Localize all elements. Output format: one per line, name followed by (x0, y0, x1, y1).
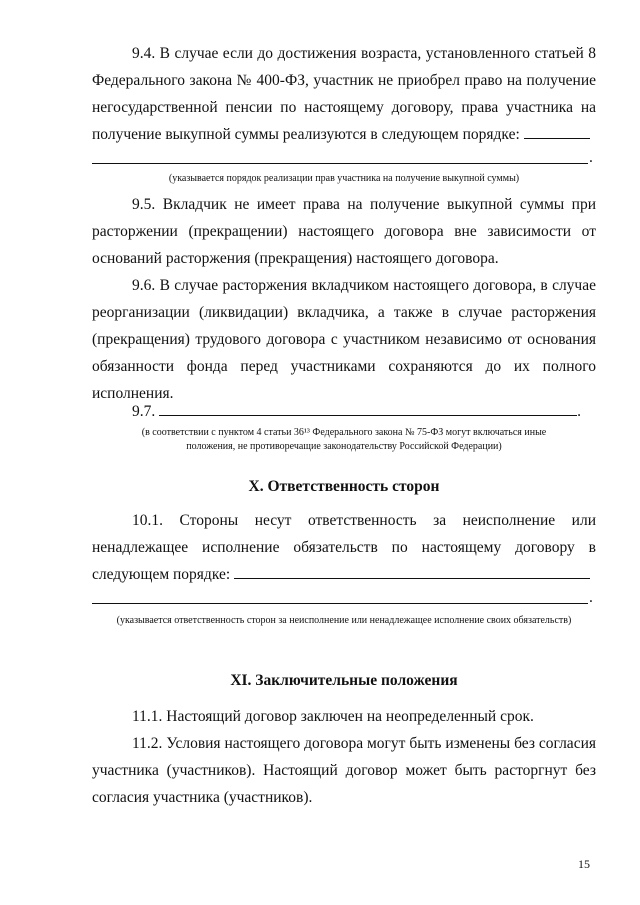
clause-10-1-line-3: следующем порядке: (92, 561, 596, 588)
clause-9-6-line-2: реорганизации (ликвидации) вкладчика, а также в случае расторжения (92, 304, 596, 321)
clause-9-4-line-3: негосударственной пенсии по настоящему договору, права участника на (92, 99, 596, 116)
clause-10-1 (92, 507, 596, 588)
clause-11-2-line-3: согласия участника (участников). (92, 789, 313, 806)
period: . (589, 149, 593, 166)
period: . (589, 589, 593, 606)
clause-10-1-line-2: ненадлежащее исполнение обязательств по настоящему договору в (92, 539, 596, 556)
clause-9-7 (92, 398, 596, 425)
clause-9-6-line-4: обязанности фонда перед участниками сохраняются до их полного (92, 358, 596, 375)
fill-in-blank (524, 138, 590, 139)
clause-10-1-note: (указывается ответственность сторон за неисполнение или ненадлежащее исполнение своих обязательств) (116, 615, 572, 626)
fill-in-blank (234, 578, 590, 579)
section-11-heading: XI. Заключительные положения (230, 672, 458, 689)
clause-9-7-line: 9.7. . (132, 403, 581, 420)
clause-11-1-line: 11.1. Настоящий договор заключен на неопределенный срок. (132, 708, 534, 725)
clause-9-4-line-2: Федерального закона № 400-ФЗ, участник не приобрел право на получение (92, 72, 596, 89)
page-number: 15 (578, 857, 590, 871)
clause-11-2-line-2: участника (участников). Настоящий договор может быть расторгнут без (92, 762, 596, 779)
clause-9-6-line-5: исполнения. (92, 385, 174, 402)
clause-9-6 (92, 272, 596, 407)
clause-9-6-line-1: 9.6. В случае расторжения вкладчиком настоящего договора, в случае (132, 277, 596, 294)
clause-9-5 (92, 191, 596, 272)
fill-in-line (92, 163, 588, 164)
clause-9-6-line-3: (прекращения) трудового договора с участником независимо от основания (92, 331, 596, 348)
clause-9-4-line-4: получение выкупной суммы реализуются в следующем порядке: (92, 121, 596, 148)
clause-10-1-line-1: 10.1. Стороны несут ответственность за неисполнение или (132, 512, 596, 529)
clause-9-4-note: (указывается порядок реализации прав участника на получение выкупной суммы) (168, 173, 520, 184)
section-10-heading: X. Ответственность сторон (248, 478, 440, 495)
fill-in-blank (159, 415, 577, 416)
clause-11-1 (92, 703, 596, 730)
clause-9-7-note: (в соответствии с пунктом 4 статьи 36¹³ Федерального закона № 75-ФЗ могут включаться иные положения, не противоречащие законодательству Российской Федерации) (141, 427, 547, 452)
clause-11-2-line-1: 11.2. Условия настоящего договора могут быть изменены без согласия (132, 735, 596, 752)
clause-11-2 (92, 730, 596, 811)
clause-9-5-line-1: 9.5. Вкладчик не имеет права на получение выкупной суммы при (132, 196, 596, 213)
clause-9-4-line-1: 9.4. В случае если до достижения возраста, установленного статьей 8 (132, 45, 596, 62)
fill-in-line (92, 603, 588, 604)
clause-9-4 (92, 40, 596, 148)
clause-9-5-line-3: оснований расторжения (прекращения) настоящего договора. (92, 250, 499, 267)
clause-9-5-line-2: расторжении (прекращении) настоящего договора вне зависимости от (92, 223, 596, 240)
